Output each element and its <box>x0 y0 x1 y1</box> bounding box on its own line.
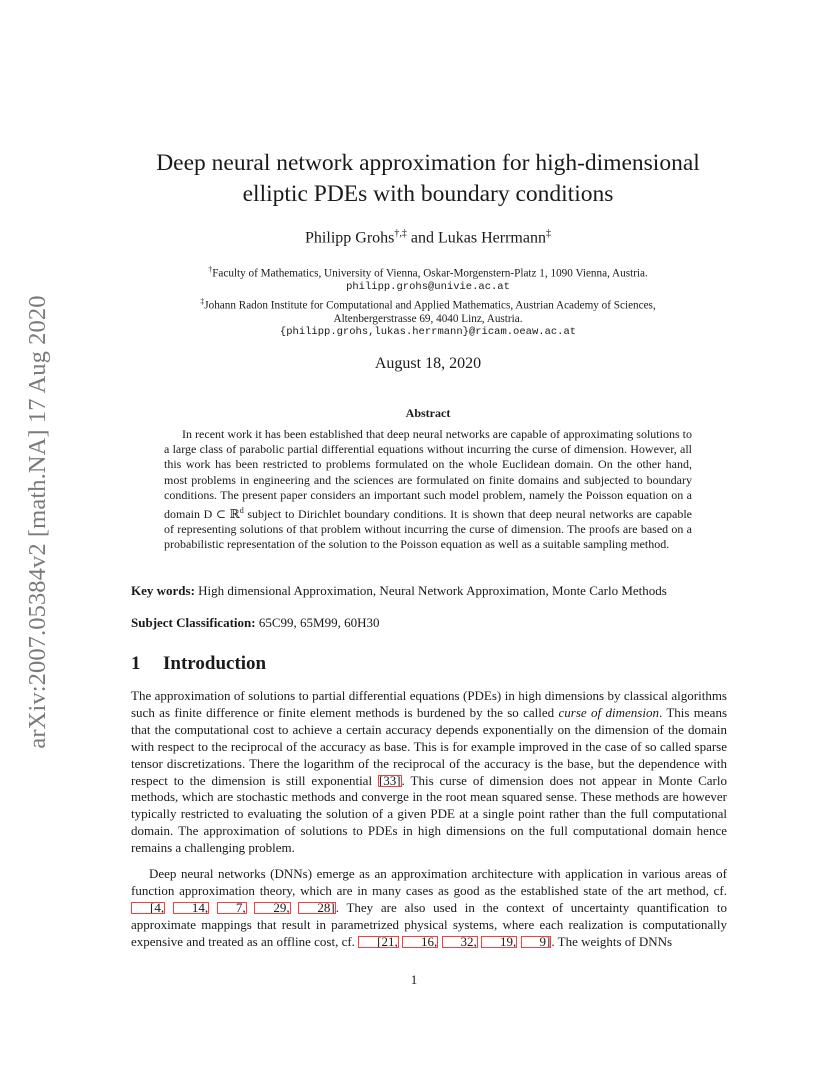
abstract-text-part: subject to Dirichlet boundary conditions. It is shown that deep neural networks are capable of representing solutions of that problem without incurring the curse of dimension. The proofs are based on a probabilistic representation of the solution to the Poisson equation as well as a suitable sampling method. <box>164 507 693 552</box>
abstract-superscript: d <box>239 506 244 516</box>
author-affil-marks: ‡ <box>545 228 551 239</box>
keywords-text: High dimensional Approximation, Neural Network Approximation, Monte Carlo Methods <box>194 583 667 598</box>
section-number: 1 <box>131 653 141 674</box>
subject-codes: 65C99, 65M99, 60H30 <box>255 615 380 630</box>
affiliation-1 <box>100 263 756 281</box>
paragraph <box>131 688 727 857</box>
subject-classification <box>131 615 727 631</box>
citation-link[interactable]: 19, <box>481 936 517 948</box>
affiliation-text: Johann Radon Institute for Computational and Applied Mathematics, Austrian Academy of Sciences, <box>204 299 656 312</box>
citation-link[interactable]: 7, <box>217 902 247 914</box>
abstract-text <box>164 427 692 553</box>
affiliations <box>100 263 756 340</box>
section-heading <box>131 653 266 675</box>
affiliation-2-address: Altenbergerstrasse 69, 4040 Linz, Austria. <box>333 312 523 325</box>
paragraph-text: . This curse of dimension does not appear in Monte Carlo methods, which are stochastic methods and converge in the root mean squared sense. These methods are however typically restricted to evaluating the solution of a given PDE at a single point rather than the full computational domain. The approximation of solutions to PDEs in high dimensions on the full computational domain hence remains a challenging problem. <box>131 772 727 856</box>
author-name: Philipp Grohs <box>305 229 395 247</box>
affiliation-text: Faculty of Mathematics, University of Vienna, Oskar-Morgenstern-Platz 1, 1090 Vienna, Austria. <box>212 267 648 280</box>
citation-link[interactable]: 16, <box>402 936 438 948</box>
title-line-1: Deep neural network approximation for high-dimensional <box>156 150 700 176</box>
author-list <box>100 224 756 248</box>
citation-link[interactable]: 9] <box>521 936 552 948</box>
keywords <box>131 583 727 599</box>
paragraph-text: . They are also used in the context of uncertainty quantification to approximate mappings that result in parametrized physical systems, where each realization is computationally expensive and treated as an offline cost, cf. <box>131 899 728 949</box>
paragraph-text: Deep neural networks (DNNs) emerge as an approximation architecture with application in various areas of function approximation theory, which are in many cases as good as the established state of the art method, cf. <box>131 866 727 898</box>
subject-label: Subject Classification: <box>131 615 256 630</box>
affiliation-2 <box>100 295 756 313</box>
keywords-label: Key words: <box>131 583 195 598</box>
author-name: Lukas Herrmann <box>437 229 546 247</box>
emphasis-text: curse of dimension <box>558 704 659 720</box>
page-number: 1 <box>410 972 418 987</box>
section-title: Introduction <box>163 653 267 674</box>
citation-link[interactable]: [21, <box>358 936 399 948</box>
abstract-heading: Abstract <box>405 406 451 420</box>
author-affil-marks: †,‡ <box>394 228 407 239</box>
citation-link[interactable]: [33] <box>378 772 401 788</box>
author-separator: and <box>406 229 438 247</box>
paragraph-text: The approximation of solutions to partial differential equations (PDEs) in high dimensions by classical algorithms such as finite difference or finite element methods is burdened by the so called <box>131 688 727 720</box>
paragraph <box>131 866 727 951</box>
email-link[interactable]: philipp.grohs@univie.ac.at <box>346 281 510 294</box>
affiliation-mark: ‡ <box>200 296 205 306</box>
email-link[interactable]: {philipp.grohs,lukas.herrmann}@ricam.oeaw.ac.at <box>279 326 577 339</box>
abstract-text-part: In recent work it has been established that deep neural networks are capable of approximating solutions to a large class of parabolic partial differential equations without incurring the curse of dimension. However, all this work has been restricted to problems formulated on the whole Euclidean domain. On the other hand, most problems in engineering and the sciences are formulated on finite domains and subjected to boundary conditions. The present paper considers an important such model problem, namely the Poisson equation on a domain D ⊂ ℝ <box>164 427 692 522</box>
citation-link[interactable]: 14, <box>173 902 209 914</box>
paper-title <box>100 148 756 210</box>
title-line-2: elliptic PDEs with boundary conditions <box>242 181 614 207</box>
citation-link[interactable]: 29, <box>254 902 290 914</box>
paragraph-text: . The weights of DNNs <box>551 933 673 949</box>
citation-link[interactable]: 28] <box>298 902 335 914</box>
paragraph-text: . This means that the computational cost to achieve a certain accuracy depends exponentially on the dimension of the domain with respect to the reciprocal of the accuracy as base. This is for example improved in the case of so called sparse tensor discretizations. There the logarithm of the reciprocal of the accuracy is the base, but the dependence with respect to the dimension is still exponential <box>131 704 728 788</box>
arxiv-identifier-stamp: arXiv:2007.05384v2 [math.NA] 17 Aug 2020 <box>24 295 51 749</box>
citation-link[interactable]: 32, <box>442 936 478 948</box>
paper-date: August 18, 2020 <box>374 355 482 372</box>
citation-link[interactable]: [4, <box>131 902 165 914</box>
affiliation-mark: † <box>208 265 213 274</box>
